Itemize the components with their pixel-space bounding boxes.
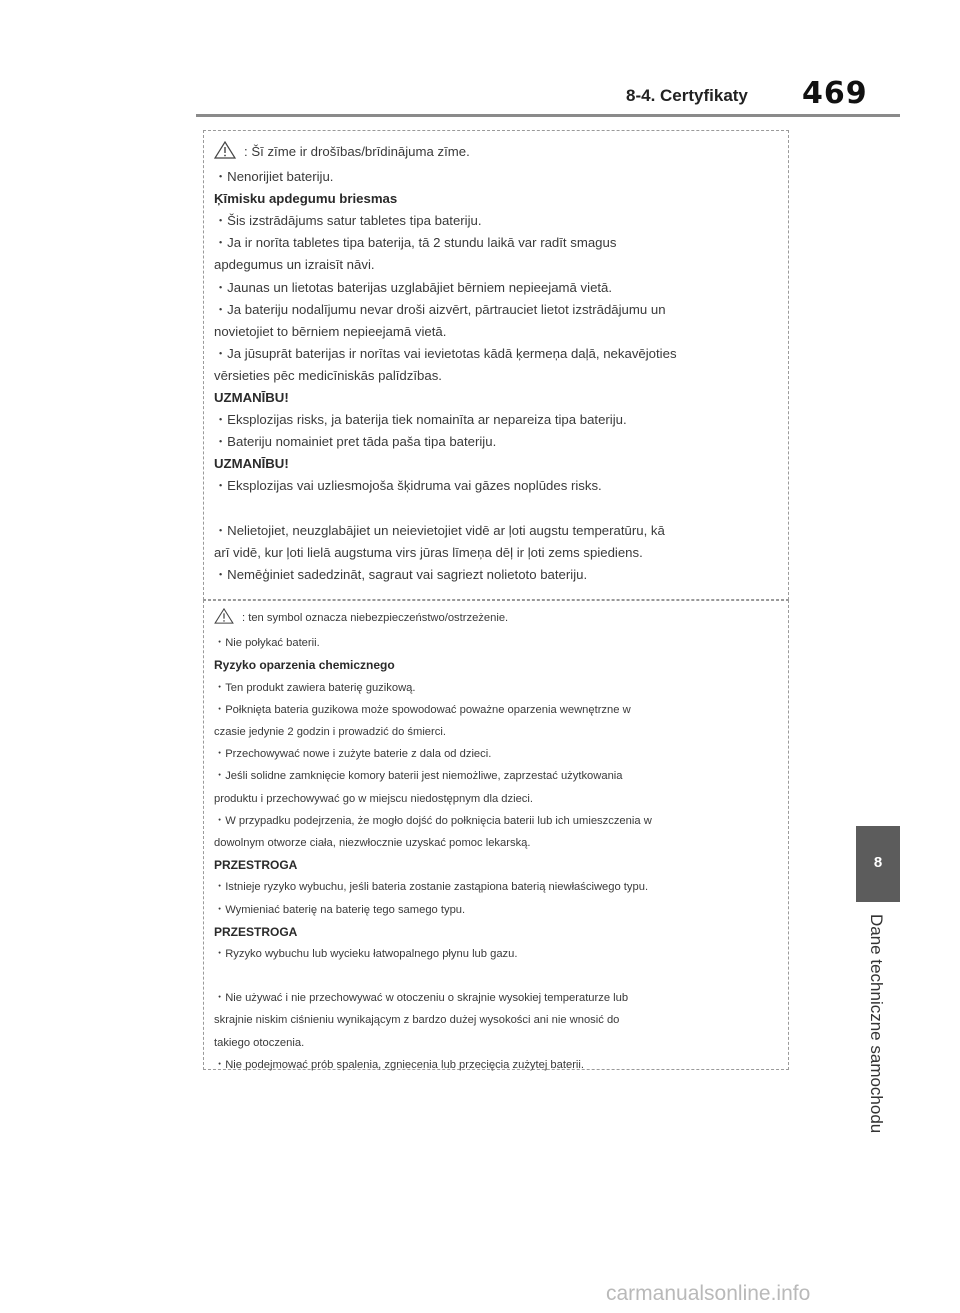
- chapter-side-label: [866, 914, 890, 1154]
- text-line: ・W przypadku podejrzenia, że mogło dojść do połknięcia baterii lub ich umieszczenia w: [214, 814, 652, 827]
- text-line: ・Nenorijiet bateriju.: [214, 169, 334, 185]
- text-line: czasie jedynie 2 godzin i prowadzić do śmierci.: [214, 726, 446, 739]
- caution-heading: PRZESTROGA: [214, 858, 298, 873]
- spacer: [214, 965, 778, 987]
- text-line: ・Jeśli solidne zamknięcie komory baterii jest niemożliwe, zaprzestać użytkowania: [214, 770, 623, 783]
- text-line: ・Bateriju nomainiet pret tāda paša tipa bateriju.: [214, 434, 497, 450]
- text-line: ・Istnieje ryzyko wybuchu, jeśli bateria zostanie zastąpiona baterią niewłaściwego typu.: [214, 881, 649, 894]
- text-line: ・Ja jūsuprāt baterijas ir norītas vai ievietotas kādā ķermeņa daļā, nekavējoties: [214, 345, 677, 361]
- text-line: ・Eksplozijas vai uzliesmojoša šķidruma vai gāzes noplūdes risks.: [214, 478, 602, 494]
- spacer: [214, 498, 778, 520]
- chapter-tab: [856, 826, 900, 902]
- chapter-number: 8: [873, 854, 883, 871]
- text-line: ・Ja ir norīta tabletes tipa baterija, tā 2 stundu laikā var radīt smagus: [214, 235, 617, 251]
- text-line: ・Šis izstrādājums satur tabletes tipa bateriju.: [214, 213, 482, 229]
- warning-symbol-text: : Šī zīme ir drošības/brīdinājuma zīme.: [244, 144, 470, 159]
- header-divider: [196, 114, 900, 117]
- text-line: vērsieties pēc medicīniskās palīdzības.: [214, 367, 442, 383]
- warning-symbol-line: [214, 141, 778, 166]
- caution-heading: UZMANĪBU!: [214, 390, 289, 406]
- text-line: ・Nemēģiniet sadedzināt, sagraut vai sagriezt nolietoto bateriju.: [214, 566, 588, 582]
- warning-triangle-icon: [214, 141, 236, 166]
- text-line: apdegumus un izraisīt nāvi.: [214, 257, 375, 273]
- polish-warning-box: [203, 600, 789, 1070]
- text-line: ・Nie połykać baterii.: [214, 637, 320, 650]
- text-line: ・Wymieniać baterię na baterię tego samego typu.: [214, 903, 466, 916]
- text-line: novietojiet to bērniem nepieejamā vietā.: [214, 323, 447, 339]
- page-number: 469: [802, 76, 868, 111]
- text-line: dowolnym otworze ciała, niezwłocznie uzyskać pomoc lekarską.: [214, 837, 531, 850]
- text-line: ・Jaunas un lietotas baterijas uzglabājiet bērniem nepieejamā vietā.: [214, 279, 613, 295]
- text-line: ・Nie podejmować prób spalenia, zgniecenia lub przecięcia zużytej baterii.: [214, 1058, 585, 1071]
- caution-heading: UZMANĪBU!: [214, 456, 289, 472]
- text-line: arī vidē, kur ļoti lielā augstuma virs jūras līmeņa dēļ ir ļoti zems spiediens.: [214, 544, 643, 560]
- text-line: produktu i przechowywać go w miejscu niedostępnym dla dzieci.: [214, 792, 533, 805]
- text-line: ・Nie używać i nie przechowywać w otoczeniu o skrajnie wysokiej temperaturze lub: [214, 992, 629, 1005]
- text-line: ・Ten produkt zawiera baterię guzikową.: [214, 681, 416, 694]
- subheading: Ryzyko oparzenia chemicznego: [214, 658, 395, 673]
- text-line: ・Nelietojiet, neuzglabājiet un neievietojiet vidē ar ļoti augstu temperatūru, kā: [214, 522, 665, 538]
- warning-triangle-icon: [214, 608, 234, 632]
- watermark: carmanualsonline.info: [606, 1282, 811, 1305]
- chapter-title: Dane techniczne samochodu: [867, 914, 886, 1134]
- warning-symbol-line: [214, 607, 778, 632]
- section-title: 8-4. Certyfikaty: [626, 86, 748, 105]
- latvian-warning-box: [203, 130, 789, 600]
- text-line: ・Ryzyko wybuchu lub wycieku łatwopalnego płynu lub gazu.: [214, 948, 518, 961]
- page-header: [626, 76, 868, 111]
- text-line: ・Eksplozijas risks, ja baterija tiek nomainīta ar nepareiza tipa bateriju.: [214, 412, 627, 428]
- text-line: takiego otoczenia.: [214, 1036, 305, 1049]
- text-line: ・Przechowywać nowe i zużyte baterie z dala od dzieci.: [214, 748, 492, 761]
- caution-heading: PRZESTROGA: [214, 924, 298, 939]
- warning-symbol-text: : ten symbol oznacza niebezpieczeństwo/ostrzeżenie.: [242, 612, 509, 624]
- text-line: ・Połknięta bateria guzikowa może spowodować poważne oparzenia wewnętrzne w: [214, 703, 631, 716]
- subheading: Ķīmisku apdegumu briesmas: [214, 191, 398, 207]
- text-line: skrajnie niskim ciśnieniu wynikającym z bardzo dużej wysokości ani nie wnosić do: [214, 1014, 620, 1027]
- text-line: ・Ja bateriju nodalījumu nevar droši aizvērt, pārtrauciet lietot izstrādājumu un: [214, 301, 666, 317]
